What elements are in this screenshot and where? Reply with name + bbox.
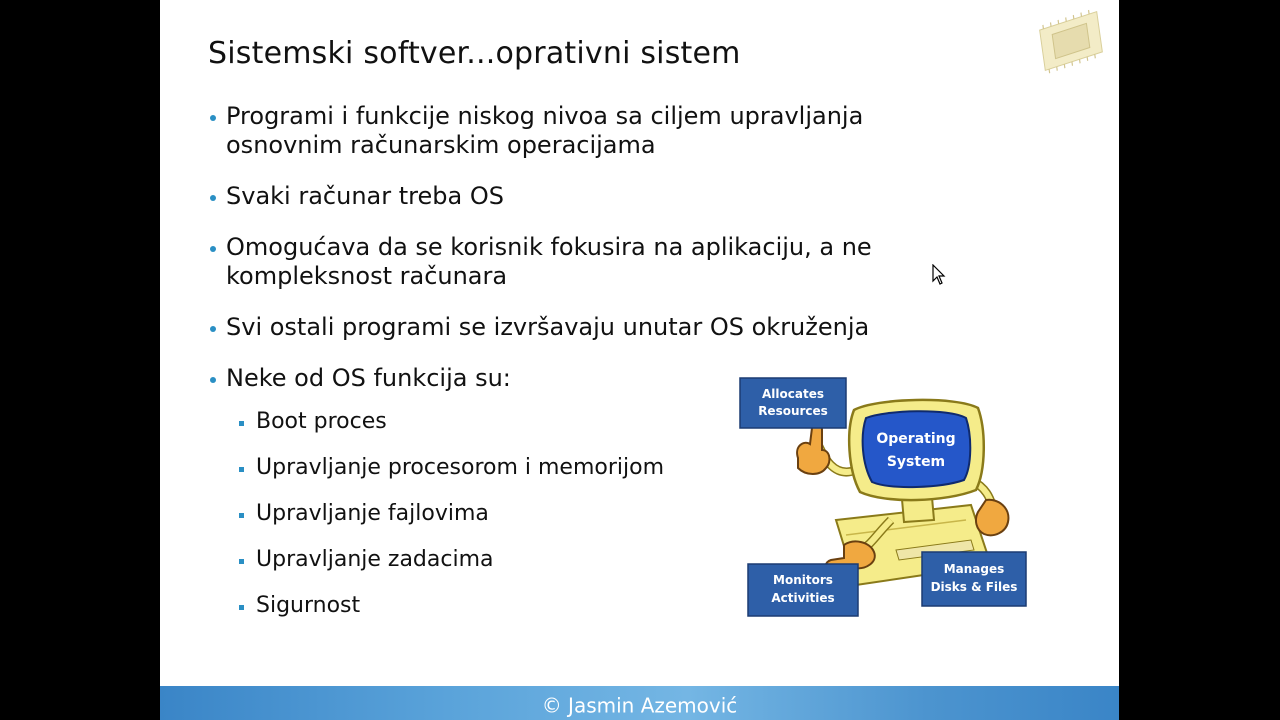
presentation-slide xyxy=(160,0,1119,720)
box-bl-line2: Activities xyxy=(771,591,835,605)
sub-bullet-item: Upravljanje zadacima xyxy=(208,547,968,573)
bullet-item: Svaki računar treba OS xyxy=(208,182,968,211)
allocates-resources-box xyxy=(740,378,846,428)
sub-bullet-item: Sigurnost xyxy=(208,593,968,619)
manages-disks-files-box xyxy=(922,552,1026,606)
sub-bullet-item: Upravljanje fajlovima xyxy=(208,501,968,527)
operating-system-illustration xyxy=(736,370,1036,625)
box-br-line1: Manages xyxy=(943,562,1005,576)
screen-label-line2: System xyxy=(886,454,946,470)
slide-footer xyxy=(160,686,1119,720)
cpu-chip-logo xyxy=(1027,8,1115,74)
box-br-line2: Disks & Files xyxy=(930,580,1018,594)
mouse-cursor-icon xyxy=(932,264,946,286)
sub-bullet-item: Boot proces xyxy=(208,409,968,435)
bullet-item: Neke od OS funkcija su: xyxy=(208,364,968,393)
box-tl-line2: Resources xyxy=(758,404,828,418)
sub-bullet-item: Upravljanje procesorom i memorijom xyxy=(208,455,968,481)
slide-title: Sistemski softver...oprativni sistem xyxy=(208,36,741,71)
bullet-item: Programi i funkcije niskog nivoa sa ciljem upravljanja osnovnim računarskim operacijama xyxy=(208,102,968,160)
box-tl-line1: Allocates xyxy=(762,387,824,401)
footer-copyright: © Jasmin Azemović xyxy=(541,693,738,718)
bullet-item: Svi ostali programi se izvršavaju unutar OS okruženja xyxy=(208,313,968,342)
box-bl-line1: Monitors xyxy=(773,573,833,587)
screen-label-line1: Operating xyxy=(876,431,956,447)
monitors-activities-box xyxy=(748,564,858,616)
bullet-item: Omogućava da se korisnik fokusira na aplikaciju, a ne kompleksnost računara xyxy=(208,233,968,291)
